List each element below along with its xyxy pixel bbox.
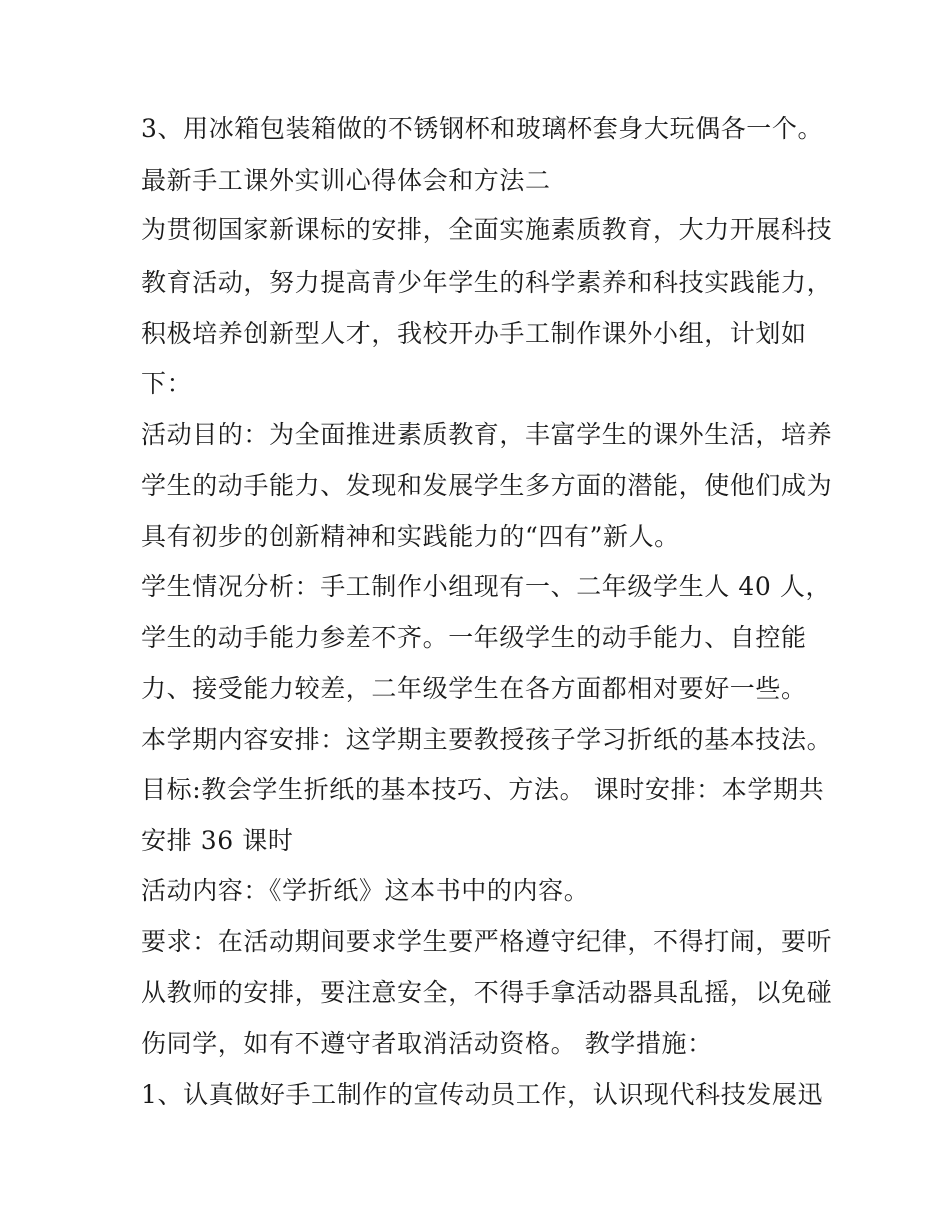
text-line: 学生的动手能力参差不齐。一年级学生的动手能力、自控能 xyxy=(141,623,807,652)
text-line: 教育活动，努力提高青少年学生的科学素养和科技实践能力， xyxy=(141,268,833,297)
text-line: 1、认真做好手工制作的宣传动员工作，认识现代科技发展迅 xyxy=(141,1080,824,1109)
text-line: 本学期内容安排：这学期主要教授孩子学习折纸的基本技法。 xyxy=(141,725,833,754)
text-line: 学生情况分析：手工制作小组现有一、二年级学生人 40 人， xyxy=(141,572,832,601)
text-line: 具有初步的创新精神和实践能力的“四有”新人。 xyxy=(141,522,680,551)
text-line: 从教师的安排，要注意安全，不得手拿活动器具乱摇，以免碰 xyxy=(141,978,833,1007)
text-line: 目标:教会学生折纸的基本技巧、方法。 课时安排：本学期共 xyxy=(141,775,825,804)
text-line: 力、接受能力较差，二年级学生在各方面都相对要好一些。 xyxy=(141,674,807,703)
text-line: 要求：在活动期间要求学生要严格遵守纪律，不得打闹，要听 xyxy=(141,927,833,956)
section-heading: 最新手工课外实训心得体会和方法二 xyxy=(141,166,551,195)
text-line: 下： xyxy=(141,369,193,398)
text-line: 3、用冰箱包装箱做的不锈钢杯和玻璃杯套身大玩偶各一个。 xyxy=(141,114,824,143)
text-line: 活动内容：《学折纸》这本书中的内容。 xyxy=(141,876,590,905)
text-line: 学生的动手能力、发现和发展学生多方面的潜能，使他们成为 xyxy=(141,471,833,500)
text-line: 安排 36 课时 xyxy=(141,826,294,855)
text-line: 积极培养创新型人才，我校开办手工制作课外小组，计划如 xyxy=(141,319,807,348)
text-line: 活动目的：为全面推进素质教育，丰富学生的课外生活，培养 xyxy=(141,420,833,449)
text-line: 为贯彻国家新课标的安排，全面实施素质教育，大力开展科技 xyxy=(141,215,833,244)
text-line: 伤同学，如有不遵守者取消活动资格。 教学措施： xyxy=(141,1029,713,1058)
